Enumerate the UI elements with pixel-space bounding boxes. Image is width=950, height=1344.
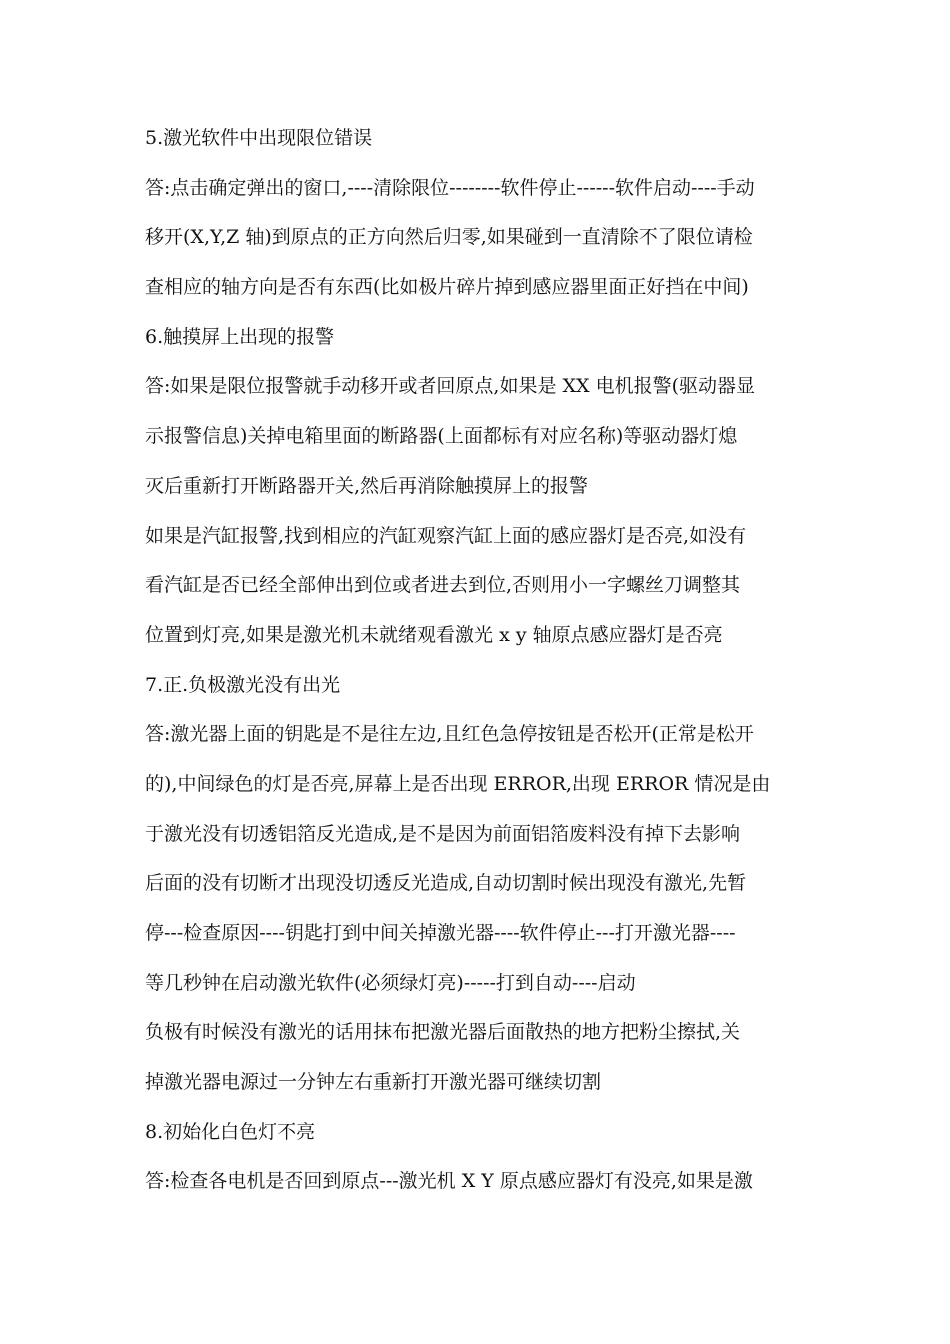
section-heading-8: 8.初始化白色灯不亮 (145, 1120, 316, 1143)
paragraph-line: 答:激光器上面的钥匙是不是往左边,且红色急停按钮是否松开(正常是松开 (145, 723, 754, 746)
section-heading-7: 7.正.负极激光没有出光 (145, 673, 341, 696)
paragraph-line: 示报警信息)关掉电箱里面的断路器(上面都标有对应名称)等驱动器灯熄 (145, 425, 738, 448)
section-heading-6: 6.触摸屏上出现的报警 (145, 325, 335, 348)
section-heading-5: 5.激光软件中出现限位错误 (145, 127, 373, 149)
paragraph-line: 的),中间绿色的灯是否亮,屏幕上是否出现 ERROR,出现 ERROR 情况是由 (145, 772, 771, 795)
paragraph-line: 停---检查原因----钥匙打到中间关掉激光器----软件停止---打开激光器---- (145, 922, 736, 944)
paragraph-line: 位置到灯亮,如果是激光机未就绪观看激光 x y 轴原点感应器灯是否亮 (145, 623, 723, 646)
paragraph-line: 答:检查各电机是否回到原点---激光机 X Y 原点感应器灯有没亮,如果是激 (145, 1170, 753, 1193)
paragraph-line: 后面的没有切断才出现没切透反光造成,自动切割时候出现没有激光,先暂 (145, 872, 747, 895)
paragraph-line: 查相应的轴方向是否有东西(比如极片碎片掉到感应器里面正好挡在中间) (145, 276, 749, 299)
paragraph-line: 如果是汽缸报警,找到相应的汽缸观察汽缸上面的感应器灯是否亮,如没有 (145, 524, 747, 547)
paragraph-line: 灭后重新打开断路器开关,然后再消除触摸屏上的报警 (145, 474, 589, 497)
document-body (145, 114, 815, 1207)
paragraph-line: 答:点击确定弹出的窗口,----清除限位--------软件停止------软件启动----手动 (145, 176, 755, 199)
paragraph-line: 答:如果是限位报警就手动移开或者回原点,如果是 XX 电机报警(驱动器显 (145, 375, 755, 398)
paragraph-line: 看汽缸是否已经全部伸出到位或者进去到位,否则用小一字螺丝刀调整其 (145, 574, 741, 597)
paragraph-line: 掉激光器电源过一分钟左右重新打开激光器可继续切割 (145, 1071, 602, 1094)
paragraph-line: 等几秒钟在启动激光软件(必须绿灯亮)-----打到自动----启动 (145, 971, 636, 994)
paragraph-line: 移开(X,Y,Z 轴)到原点的正方向然后归零,如果碰到一直清除不了限位请检 (145, 226, 753, 249)
paragraph-line: 负极有时候没有激光的话用抹布把激光器后面散热的地方把粉尘擦拭,关 (145, 1021, 741, 1044)
paragraph-line: 于激光没有切透铝箔反光造成,是不是因为前面铝箔废料没有掉下去影响 (145, 822, 741, 845)
